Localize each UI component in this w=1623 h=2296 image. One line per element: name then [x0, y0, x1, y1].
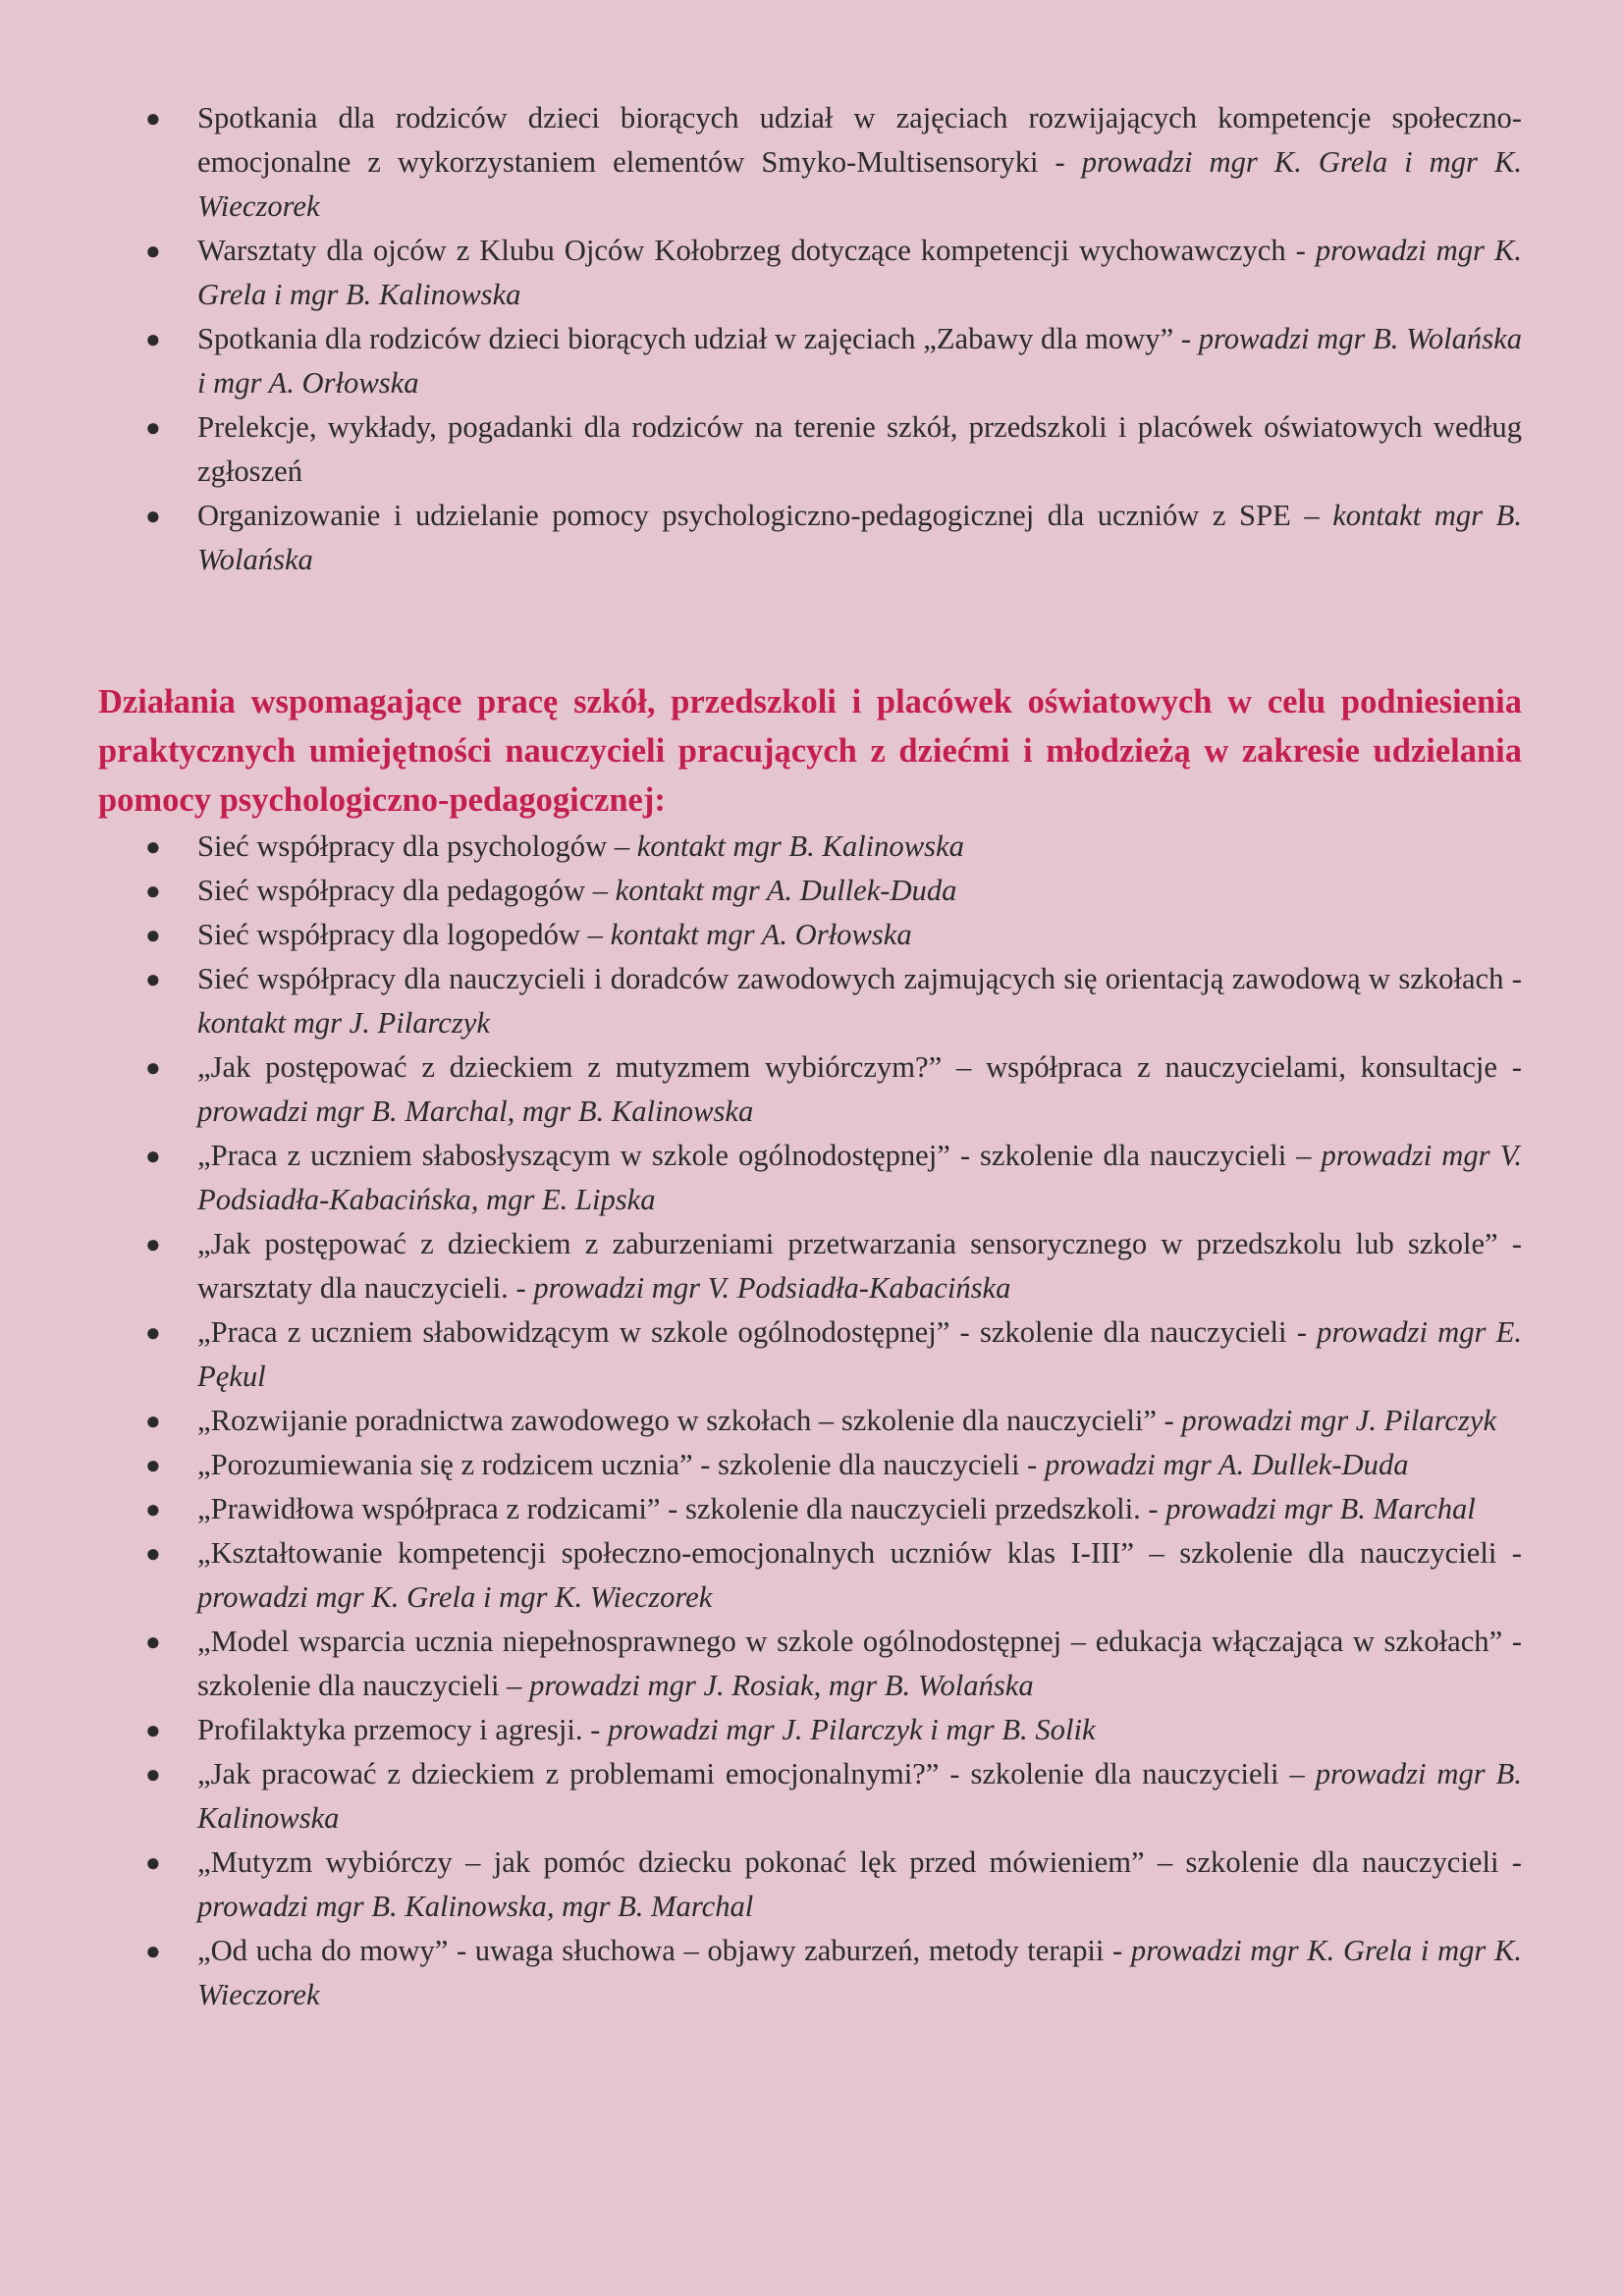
bullet-icon: ● — [145, 413, 161, 442]
bullet-icon: ● — [145, 1407, 161, 1435]
item-text: Warsztaty dla ojców z Klubu Ojców Kołobrzeg dotyczące kompetencji wychowawczych - — [197, 234, 1316, 267]
bullet-icon: ● — [145, 965, 161, 993]
item-responsible: prowadzi mgr V. Podsiadła-Kabacińska — [533, 1271, 1011, 1305]
bullet-icon: ● — [145, 237, 161, 265]
document-page — [98, 96, 1522, 2017]
list-item — [98, 913, 1522, 957]
bullet-icon: ● — [145, 104, 161, 133]
bullet-icon: ● — [145, 832, 161, 861]
item-text: Spotkania dla rodziców dzieci biorących udział w zajęciach rozwijających kompetencje społeczno-emocjonalne z wykorzystaniem elementów Smyko-Multisensoryki - — [197, 101, 1522, 179]
item-text: „Prawidłowa współpraca z rodzicami” - szkolenie dla nauczycieli przedszkoli. - — [197, 1492, 1166, 1525]
list-item — [98, 1399, 1522, 1443]
item-text: Spotkania dla rodziców dzieci biorących udział w zajęciach „Zabawy dla mowy” - — [197, 322, 1199, 355]
list-item — [98, 1708, 1522, 1752]
list-item — [98, 1045, 1522, 1134]
bullet-icon: ● — [145, 502, 161, 530]
item-responsible: kontakt mgr A. Orłowska — [610, 918, 912, 951]
item-responsible: kontakt mgr A. Dullek-Duda — [615, 874, 957, 907]
item-responsible: prowadzi mgr B. Wolańska i mgr A. Orłowska — [197, 322, 1522, 400]
section-heading: Działania wspomagające pracę szkół, przedszkoli i placówek oświatowych w celu podniesienia praktycznych umiejętności nauczycieli pracujących z dziećmi i młodzieżą w zakresie udzielania pomocy psychologiczno-pedagogicznej: — [98, 683, 1522, 819]
list-item — [98, 825, 1522, 869]
item-responsible: prowadzi mgr J. Pilarczyk i mgr B. Solik — [607, 1713, 1096, 1746]
item-text: „Praca z uczniem słabosłyszącym w szkole ogólnodostępnej” - szkolenie dla nauczycieli – — [197, 1139, 1322, 1172]
bullet-icon: ● — [145, 1053, 161, 1082]
bullet-icon: ● — [145, 1848, 161, 1877]
item-responsible: prowadzi mgr E. Pękul — [197, 1315, 1522, 1393]
list-item — [98, 317, 1522, 405]
item-responsible: prowadzi mgr K. Grela i mgr K. Wieczorek — [197, 145, 1522, 223]
list-item — [98, 494, 1522, 582]
item-responsible: prowadzi mgr V. Podsiadła-Kabacińska, mgr E. Lipska — [197, 1139, 1522, 1216]
list-item — [98, 1310, 1522, 1399]
item-text: „Kształtowanie kompetencji społeczno-emocjonalnych uczniów klas I-III” – szkolenie dla nauczycieli - — [197, 1536, 1522, 1570]
item-text: „Porozumiewania się z rodzicem ucznia” - szkolenie dla nauczycieli - — [197, 1448, 1046, 1481]
bullet-icon: ● — [145, 877, 161, 905]
item-text: „Jak postępować z dzieckiem z mutyzmem wybiórczym?” – współpraca z nauczycielami, konsultacje - — [197, 1050, 1522, 1084]
bullet-icon: ● — [145, 1142, 161, 1170]
item-responsible: prowadzi mgr J. Pilarczyk — [1181, 1404, 1497, 1437]
item-responsible: prowadzi mgr B. Kalinowska, mgr B. Marchal — [197, 1890, 754, 1923]
list-item — [98, 957, 1522, 1045]
item-text: „Jak pracować z dzieckiem z problemami emocjonalnymi?” - szkolenie dla nauczycieli – — [197, 1757, 1316, 1790]
parent-activities-list — [98, 96, 1522, 582]
bullet-icon: ● — [145, 1539, 161, 1568]
bullet-icon: ● — [145, 1495, 161, 1523]
item-text: Sieć współpracy dla pedagogów – — [197, 874, 616, 907]
bullet-icon: ● — [145, 1760, 161, 1789]
item-text: Organizowanie i udzielanie pomocy psychologiczno-pedagogicznej dla uczniów z SPE – — [197, 499, 1333, 532]
item-responsible: kontakt mgr J. Pilarczyk — [197, 1006, 490, 1040]
list-item — [98, 1841, 1522, 1929]
item-responsible: prowadzi mgr K. Grela i mgr B. Kalinowska — [197, 234, 1523, 311]
bullet-icon: ● — [145, 1628, 161, 1656]
bullet-icon: ● — [145, 325, 161, 353]
item-responsible: prowadzi mgr B. Marchal, mgr B. Kalinowska — [197, 1095, 754, 1128]
list-item — [98, 1752, 1522, 1841]
item-text: Prelekcje, wykłady, pogadanki dla rodziców na terenie szkół, przedszkoli i placówek oświatowych według zgłoszeń — [197, 410, 1522, 488]
item-responsible: prowadzi mgr K. Grela i mgr K. Wieczorek — [197, 1934, 1522, 2011]
bullet-icon: ● — [145, 921, 161, 949]
list-item — [98, 405, 1522, 494]
list-item — [98, 96, 1522, 229]
item-responsible: prowadzi mgr A. Dullek-Duda — [1045, 1448, 1409, 1481]
bullet-icon: ● — [145, 1937, 161, 1965]
bullet-icon: ● — [145, 1716, 161, 1744]
item-text: „Mutyzm wybiórczy – jak pomóc dziecku pokonać lęk przed mówieniem” – szkolenie dla nauczycieli - — [197, 1845, 1522, 1879]
list-item — [98, 229, 1522, 317]
list-item — [98, 1222, 1522, 1310]
item-responsible: kontakt mgr B. Wolańska — [197, 499, 1522, 576]
item-text: „Jak postępować z dzieckiem z zaburzeniami przetwarzania sensorycznego w przedszkolu lub szkole” - warsztaty dla nauczycieli. - — [197, 1227, 1522, 1305]
list-item — [98, 1531, 1522, 1620]
list-item — [98, 1929, 1522, 2017]
item-text: Sieć współpracy dla logopedów – — [197, 918, 611, 951]
list-item — [98, 1134, 1522, 1222]
list-item — [98, 1443, 1522, 1487]
item-responsible: prowadzi mgr B. Kalinowska — [197, 1757, 1522, 1835]
item-responsible: prowadzi mgr K. Grela i mgr K. Wieczorek — [197, 1580, 713, 1614]
item-text: „Model wsparcia ucznia niepełnosprawnego w szkole ogólnodostępnej – edukacja włączająca w szkołach” - szkolenie dla nauczycieli – — [197, 1625, 1522, 1702]
item-text: Profilaktyka przemocy i agresji. - — [197, 1713, 608, 1746]
bullet-icon: ● — [145, 1318, 161, 1347]
item-responsible: prowadzi mgr B. Marchal — [1165, 1492, 1476, 1525]
list-item — [98, 869, 1522, 913]
item-responsible: prowadzi mgr J. Rosiak, mgr B. Wolańska — [529, 1669, 1034, 1702]
teacher-support-list — [98, 825, 1522, 2017]
item-text: Sieć współpracy dla nauczycieli i doradców zawodowych zajmujących się orientacją zawodową w szkołach - — [197, 962, 1522, 995]
item-text: Sieć współpracy dla psychologów – — [197, 829, 637, 863]
item-text: „Praca z uczniem słabowidzącym w szkole ogólnodostępnej” - szkolenie dla nauczycieli - — [197, 1315, 1318, 1349]
item-text: „Rozwijanie poradnictwa zawodowego w szkołach – szkolenie dla nauczycieli” - — [197, 1404, 1182, 1437]
bullet-icon: ● — [145, 1451, 161, 1479]
item-responsible: kontakt mgr B. Kalinowska — [636, 829, 964, 863]
bullet-icon: ● — [145, 1230, 161, 1258]
item-text: „Od ucha do mowy” - uwaga słuchowa – objawy zaburzeń, metody terapii - — [197, 1934, 1131, 1967]
list-item — [98, 1620, 1522, 1708]
list-item — [98, 1487, 1522, 1531]
